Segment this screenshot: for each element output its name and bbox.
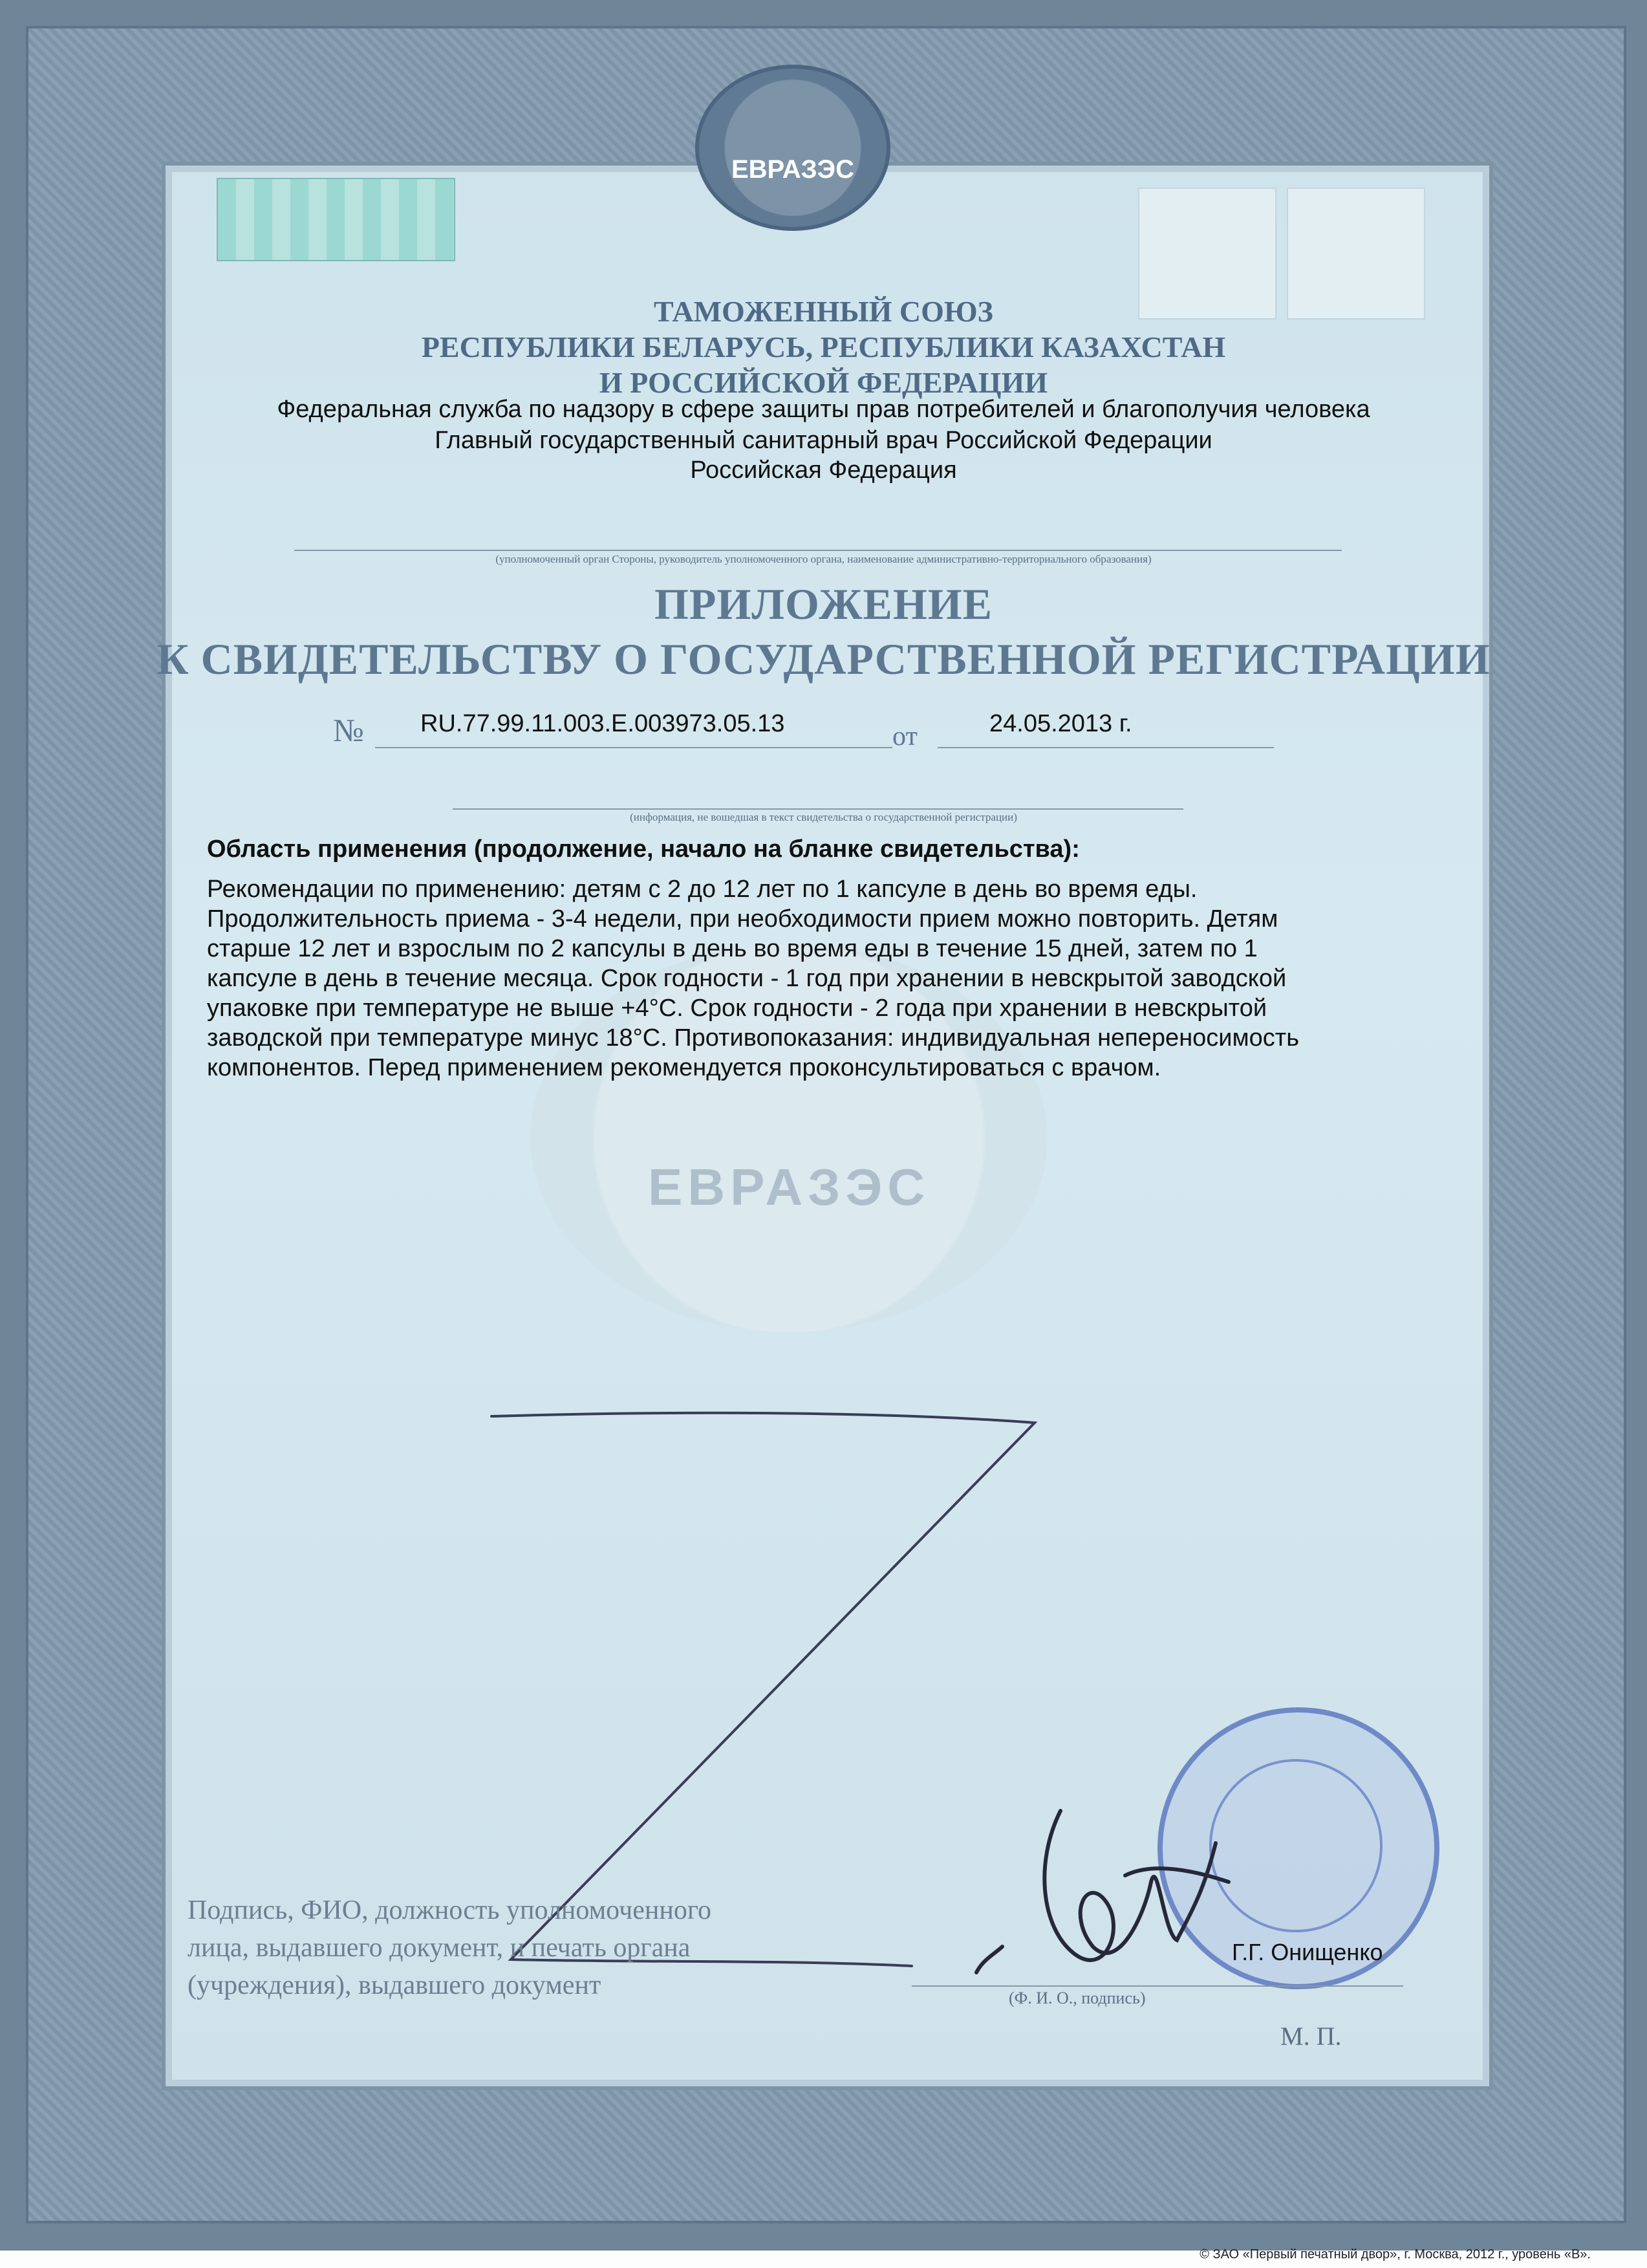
union-title-line3: И РОССИЙСКОЙ ФЕДЕРАЦИИ [599,366,1048,399]
doc-title-line2: К СВИДЕТЕЛЬСТВУ О ГОСУДАРСТВЕННОЙ РЕГИСТРАЦИИ [156,634,1491,684]
watermark-label: ЕВРАЗЭС [647,1158,931,1216]
union-title-line2: РЕСПУБЛИКИ БЕЛАРУСЬ, РЕСПУБЛИКИ КАЗАХСТАН [421,330,1226,363]
handwritten-signature [957,1785,1254,1998]
signer-caption: (Ф. И. О., подпись) [1009,1989,1146,2007]
content-line: Рекомендации по применению: детям с 2 до 12 лет по 1 капсуле в день во время еды. [207,876,1198,903]
signer-underline [912,1985,1403,1987]
content-line: старше 12 лет и взрослым по 2 капсулы в день во время еды в течение 15 дней, затем по 1 [207,935,1258,962]
date-label: от [892,722,918,751]
signer-name: Г.Г. Онищенко [1232,1939,1383,1965]
emblem-label: ЕВРАЗЭС [731,155,855,184]
signature-label-line2: лица, выдавшего документ, и печать органа [188,1933,691,1963]
number-label: № [333,712,364,748]
agency-line3: Российская Федерация [690,457,957,484]
content-line: капсуле в день в течение месяца. Срок годности - 1 год при хранении в невскрытой заводской [207,965,1287,992]
union-title-line1: ТАМОЖЕННЫЙ СОЮЗ [654,295,993,328]
content-line: упаковке при температуре не выше +4°С. Срок годности - 2 года при хранении в невскрытой [207,995,1267,1022]
agency-caption: (уполномоченный орган Стороны, руководитель уполномоченного органа, наименование административно-территориального образования) [495,553,1152,565]
doc-title-line1: ПРИЛОЖЕНИЕ [654,579,993,629]
agency-line2: Главный государственный санитарный врач Российской Федерации [435,427,1212,454]
content-line: Продолжительность приема - 3-4 недели, при необходимости прием можно повторить. Детям [207,905,1278,933]
printer-footer: © ЗАО «Первый печатный двор», г. Москва, 2012 г., уровень «В». [1200,2247,1591,2262]
registration-number: RU.77.99.11.003.E.003973.05.13 [420,710,785,737]
signature-label-line1: Подпись, ФИО, должность уполномоченного [188,1895,711,1925]
content-line: заводской при температуре минус 18°С. Противопоказания: индивидуальная непереносимость [207,1024,1299,1052]
scope-heading: Область применения (продолжение, начало на бланке свидетельства): [207,836,1080,863]
content-line: компонентов. Перед применением рекомендуется проконсультироваться с врачом. [207,1054,1161,1081]
seal-mark: М. П. [1280,2022,1342,2051]
info-caption: (информация, не вошедшая в текст свидетельства о государственной регистрации) [630,811,1017,823]
signature-label-line3: (учреждения), выдавшего документ [188,1971,601,2000]
registration-date: 24.05.2013 г. [989,710,1132,737]
agency-line1: Федеральная служба по надзору в сфере защиты прав потребителей и благополучия человека [277,396,1370,423]
